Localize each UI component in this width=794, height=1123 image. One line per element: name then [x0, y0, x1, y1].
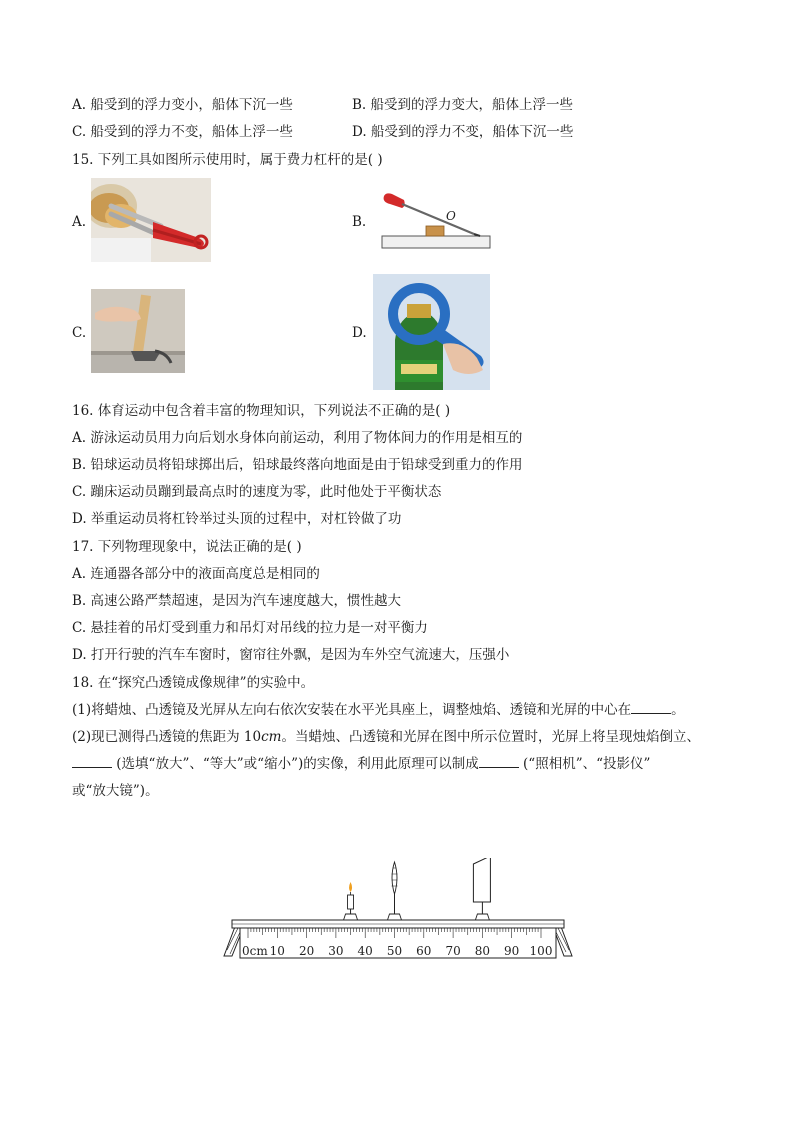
q17-option-c: C. 悬挂着的吊灯受到重力和吊灯对吊线的拉力是一对平衡力 — [72, 620, 428, 636]
scale-label: 10 — [269, 944, 285, 958]
answer-blank-3 — [479, 755, 519, 768]
q18-stem: 18. 在“探究凸透镜成像规律”的实验中。 — [72, 675, 315, 691]
q14-option-a: A. 船受到的浮力变小，船体下沉一些 — [72, 97, 293, 113]
answer-blank-1 — [631, 701, 671, 714]
scale-label: 40 — [357, 944, 373, 958]
q15-stem: 15. 下列工具如图所示使用时，属于费力杠杆的是( ) — [72, 152, 383, 168]
scale-label: 50 — [386, 944, 403, 958]
tongs-photo — [91, 178, 211, 262]
q18-part1 — [72, 701, 685, 719]
q18-part1-text: (1)将蜡烛、凸透镜及光屏从左向右依次安装在水平光具座上，调整烛焰、透镜和光屏的中心在 — [72, 702, 632, 718]
answer-blank-2 — [72, 755, 112, 768]
q16-stem: 16. 体育运动中包含着丰富的物理知识，下列说法不正确的是( ) — [72, 403, 451, 419]
q18-part2-text: (2)现已测得凸透镜的焦距为 10 — [72, 729, 262, 745]
q18-part3 — [72, 755, 650, 773]
optical-bench-diagram — [218, 858, 578, 962]
scale-label: 80 — [474, 944, 491, 958]
candle — [344, 882, 358, 920]
scale-label: 90 — [504, 944, 520, 958]
scale-label: 60 — [416, 944, 432, 958]
q14-option-c: C. 船受到的浮力不变，船体上浮一些 — [72, 124, 293, 140]
q18-part3-rest: (“照相机”、“投影仪” — [518, 756, 651, 772]
bottle-opener-photo — [373, 274, 490, 390]
q16-option-a: A. 游泳运动员用力向后划水身体向前运动，利用了物体间力的作用是相互的 — [72, 430, 523, 446]
q17-option-b: B. 高速公路严禁超速，是因为汽车速度越大，惯性越大 — [72, 593, 402, 609]
screwdriver-lever-diagram — [380, 190, 492, 250]
scale-label: 0cm — [242, 944, 268, 958]
q18-part2-rest: 。当蜡烛、凸透镜和光屏在图中所示位置时，光屏上将呈现烛焰倒立、 — [281, 729, 700, 745]
light-screen — [473, 858, 490, 920]
q15-label-c: C. — [72, 325, 87, 341]
screwdriver-lever-icon — [380, 190, 492, 250]
scale-label: 100 — [529, 944, 553, 958]
q16-option-c: C. 蹦床运动员蹦到最高点时的速度为零，此时他处于平衡状态 — [72, 484, 442, 500]
pivot-label: O — [446, 209, 456, 223]
q18-part3-text: (选填“放大”、“等大”或“缩小”)的实像，利用此原理可以制成 — [112, 756, 479, 772]
q14-option-d: D. 船受到的浮力不变，船体下沉一些 — [352, 124, 574, 140]
hammer-icon — [91, 289, 185, 373]
convex-lens — [388, 862, 402, 920]
flame-icon — [349, 882, 352, 892]
q15-label-a: A. — [72, 214, 87, 230]
q14-option-b: B. 船受到的浮力变大，船体上浮一些 — [352, 97, 574, 113]
q18-part1-end: 。 — [671, 702, 685, 718]
bottle-opener-icon — [373, 274, 490, 390]
q15-label-b: B. — [352, 214, 367, 230]
q17-stem: 17. 下列物理现象中，说法正确的是( ) — [72, 539, 302, 555]
claw-hammer-photo — [91, 289, 185, 373]
q18-part2 — [72, 728, 700, 746]
q17-option-a: A. 连通器各部分中的液面高度总是相同的 — [72, 566, 320, 582]
scale-label: 30 — [328, 944, 344, 958]
q18-part4: 或“放大镜”)。 — [72, 783, 159, 799]
tongs-icon — [91, 178, 211, 262]
q17-option-d: D. 打开行驶的汽车车窗时，窗帘往外飘，是因为车外空气流速大，压强小 — [72, 647, 510, 663]
q16-option-d: D. 举重运动员将杠铃举过头顶的过程中，对杠铃做了功 — [72, 511, 402, 527]
q16-option-b: B. 铅球运动员将铅球掷出后，铅球最终落向地面是由于铅球受到重力的作用 — [72, 457, 523, 473]
scale-label: 70 — [445, 944, 461, 958]
scale-label: 20 — [298, 944, 315, 958]
q15-label-d: D. — [352, 325, 367, 341]
focal-unit: cm — [261, 729, 282, 745]
